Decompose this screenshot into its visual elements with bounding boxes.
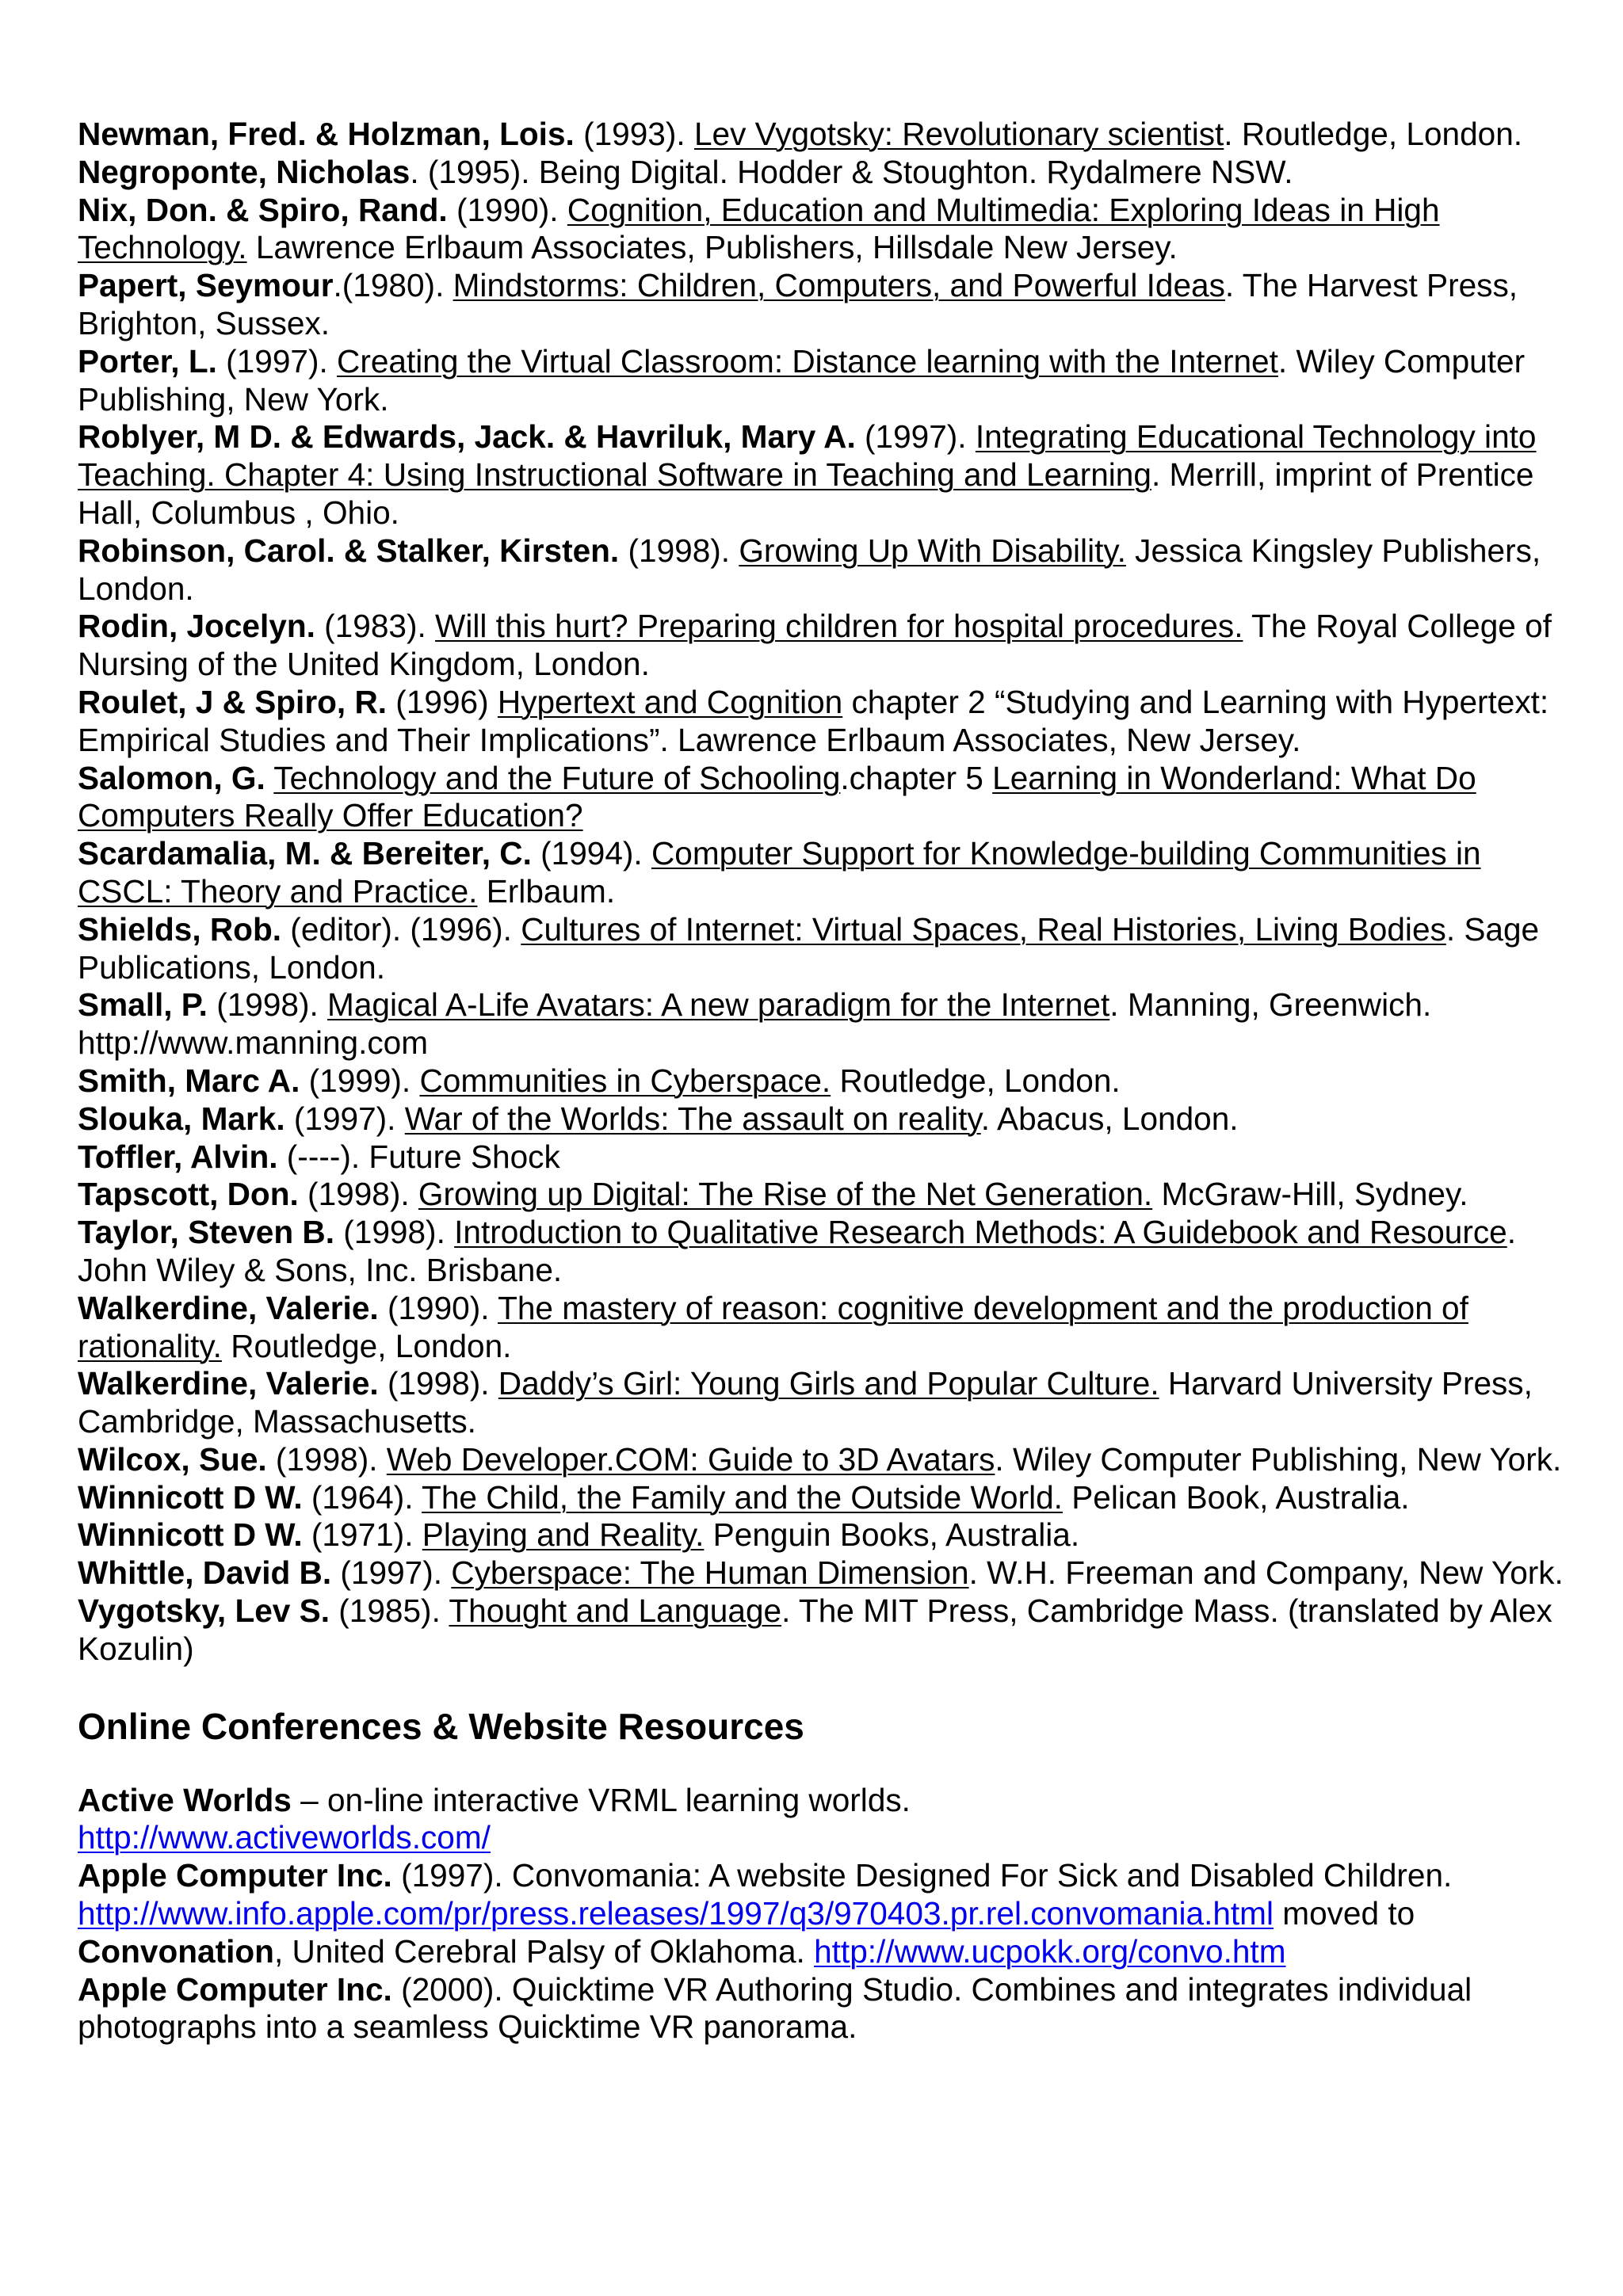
reference-title: Growing Up With Disability.: [739, 532, 1126, 569]
reference-year: .(1980).: [333, 267, 453, 304]
reference-publisher: . Manning, Greenwich. http://www.manning.com: [78, 986, 1432, 1062]
reference-entry: [78, 1290, 1568, 1366]
reference-entry: [78, 1100, 1568, 1138]
section-heading: Online Conferences & Website Resources: [78, 1705, 804, 1747]
reference-authors: Toffler, Alvin.: [78, 1138, 278, 1175]
reference-year: (1997).: [285, 1100, 405, 1137]
reference-title: Hypertext and Cognition: [497, 683, 843, 720]
reference-publisher: McGraw-Hill, Sydney.: [1152, 1176, 1468, 1213]
reference-publisher: Routledge, London.: [831, 1062, 1121, 1099]
reference-publisher: Lawrence Erlbaum Associates, Publishers, Hillsdale New Jersey.: [246, 229, 1178, 266]
reference-authors: Whittle, David B.: [78, 1554, 332, 1592]
reference-title: Playing and Reality.: [422, 1516, 705, 1554]
reference-title: Web Developer.COM: Guide to 3D Avatars: [386, 1440, 995, 1478]
reference-authors: Roulet, J & Spiro, R.: [78, 683, 388, 720]
reference-title: Introduction to Qualitative Research Methods: A Guidebook and Resource: [454, 1214, 1507, 1251]
reference-publisher: chapter 2 “Studying and Learning with Hypertext: Empirical Studies and Their Implications”. Lawrence Erlbaum Associates, New Jersey.: [78, 683, 1549, 758]
reference-authors: Smith, Marc A.: [78, 1062, 300, 1099]
reference-year: (1990).: [378, 1289, 498, 1326]
reference-year: (1998).: [334, 1214, 455, 1251]
reference-publisher: . John Wiley & Sons, Inc. Brisbane.: [78, 1214, 1517, 1288]
reference-entry: [78, 1441, 1568, 1479]
reference-entry: [78, 608, 1568, 684]
reference-entry: [78, 192, 1568, 268]
reference-year: (1998).: [378, 1365, 498, 1402]
reference-year: (1983).: [315, 608, 436, 645]
reference-title: Mindstorms: Children, Computers, and Powerful Ideas: [453, 267, 1225, 304]
reference-year: (1994).: [531, 835, 651, 872]
reference-authors: Papert, Seymour: [78, 267, 334, 304]
reference-title: The Child, the Family and the Outside World.: [422, 1478, 1063, 1516]
reference-publisher: Penguin Books, Australia.: [704, 1516, 1080, 1554]
resource-link[interactable]: http://www.info.apple.com/pr/press.releases/1997/q3/970403.pr.rel.convomania.html: [78, 1895, 1274, 1932]
reference-entry: [78, 267, 1568, 343]
online-entry-apple-1997: [78, 1857, 1568, 1970]
reference-entry: [78, 1062, 1568, 1100]
reference-entry: [78, 684, 1568, 760]
reference-year: (1985).: [330, 1592, 449, 1630]
reference-authors: Robinson, Carol. & Stalker, Kirsten.: [78, 532, 620, 569]
reference-title: Communities in Cyberspace.: [419, 1062, 831, 1099]
reference-title: Magical A-Life Avatars: A new paradigm for the Internet: [327, 986, 1110, 1024]
online-entry-apple-2000: [78, 1971, 1568, 2047]
reference-publisher: . The MIT Press, Cambridge Mass. (translated by Alex Kozulin): [78, 1592, 1552, 1667]
reference-publisher: . Merrill, imprint of Prentice Hall, Columbus , Ohio.: [78, 456, 1534, 531]
reference-publisher: Erlbaum.: [477, 872, 616, 910]
resource-description-2: , United Cerebral Palsy of Oklahoma.: [273, 1932, 815, 1970]
reference-entry: [78, 532, 1568, 608]
reference-entry: [78, 343, 1568, 419]
reference-year: (1998).: [619, 532, 739, 569]
reference-authors: Rodin, Jocelyn.: [78, 608, 315, 645]
reference-publisher: . The Harvest Press, Brighton, Sussex.: [78, 267, 1518, 341]
reference-title: Computer Support for Knowledge-building Communities in CSCL: Theory and Practice.: [78, 835, 1481, 910]
reference-entry: [78, 1479, 1568, 1517]
reference-publisher: Pelican Book, Australia.: [1062, 1478, 1410, 1516]
reference-title: War of the Worlds: The assault on reality: [404, 1100, 981, 1137]
reference-authors: Shields, Rob.: [78, 910, 282, 948]
reference-entry: [78, 116, 1568, 154]
reference-entry: [78, 1365, 1568, 1441]
reference-authors: Salomon, G.: [78, 759, 265, 796]
reference-authors: Newman, Fred. & Holzman, Lois.: [78, 116, 575, 152]
reference-year: (1990).: [447, 191, 567, 228]
reference-title: Lev Vygotsky: Revolutionary scientist: [693, 116, 1224, 152]
reference-authors: Scardamalia, M. & Bereiter, C.: [78, 835, 532, 872]
reference-authors: Walkerdine, Valerie.: [78, 1289, 379, 1326]
resource-name-2: Convonation: [78, 1932, 274, 1970]
reference-year: (1998).: [298, 1176, 418, 1213]
resource-description: – on-line interactive VRML learning worlds.: [291, 1781, 911, 1818]
reference-title: The mastery of reason: cognitive development and the production of rationality.: [78, 1289, 1468, 1364]
reference-publisher: Routledge, London.: [221, 1327, 512, 1364]
reference-title: Creating the Virtual Classroom: Distance learning with the Internet: [337, 342, 1278, 379]
moved-note: moved to: [1274, 1895, 1415, 1932]
reference-title: Cyberspace: The Human Dimension: [451, 1554, 969, 1592]
reference-authors: Winnicott D W.: [78, 1516, 303, 1554]
reference-publisher: Jessica Kingsley Publishers, London.: [78, 532, 1541, 607]
reference-list: [78, 116, 1568, 1669]
reference-publisher: . Wiley Computer Publishing, New York.: [995, 1440, 1562, 1478]
reference-entry: [78, 911, 1568, 987]
reference-title: Thought and Language: [449, 1592, 782, 1630]
reference-year: . (1995). Being Digital. Hodder & Stoughton. Rydalmere NSW.: [410, 153, 1293, 190]
reference-year: (1997).: [216, 342, 338, 379]
reference-entry: [78, 835, 1568, 911]
reference-entry: [78, 418, 1568, 532]
reference-authors: Small, P.: [78, 986, 208, 1024]
reference-publisher: . Abacus, London.: [980, 1100, 1239, 1137]
reference-authors: Roblyer, M D. & Edwards, Jack. & Havriluk, Mary A.: [78, 418, 856, 456]
reference-year: (1998).: [207, 986, 328, 1024]
reference-entry: [78, 1176, 1568, 1214]
reference-year: (1993).: [574, 116, 694, 152]
reference-year: (----). Future Shock: [277, 1138, 560, 1175]
reference-title: Technology and the Future of Schooling: [273, 759, 841, 796]
reference-year: (1999).: [300, 1062, 420, 1099]
reference-authors: Nix, Don. & Spiro, Rand.: [78, 191, 448, 228]
reference-authors: Vygotsky, Lev S.: [78, 1592, 330, 1630]
reference-publisher: The Royal College of Nursing of the United Kingdom, London.: [78, 608, 1552, 683]
reference-title: Cognition, Education and Multimedia: Exploring Ideas in High Technology.: [78, 191, 1440, 266]
reference-authors: Tapscott, Don.: [78, 1176, 299, 1213]
resource-name: Active Worlds: [78, 1781, 292, 1818]
resource-link-2[interactable]: http://www.ucpokk.org/convo.htm: [814, 1932, 1286, 1970]
reference-publisher: .chapter 5: [840, 759, 993, 796]
resource-name: Apple Computer Inc.: [78, 1970, 392, 2008]
reference-year: (1998).: [266, 1440, 387, 1478]
reference-authors: Porter, L.: [78, 342, 217, 379]
reference-title-2: Learning in Wonderland: What Do Computers Really Offer Education?: [78, 759, 1476, 834]
reference-entry: [78, 1592, 1568, 1669]
reference-entry: [78, 1554, 1568, 1592]
reference-year: (editor). (1996).: [281, 910, 521, 948]
reference-entry: [78, 1214, 1568, 1290]
reference-entry: [78, 154, 1568, 192]
reference-title: Integrating Educational Technology into Teaching. Chapter 4: Using Instructional Software in Teaching and Learning: [78, 418, 1537, 494]
reference-authors: Wilcox, Sue.: [78, 1440, 267, 1478]
document-page: [78, 116, 1568, 2046]
reference-entry: [78, 986, 1568, 1062]
reference-publisher: Harvard University Press, Cambridge, Massachusetts.: [78, 1365, 1533, 1440]
reference-authors: Negroponte, Nicholas: [78, 153, 411, 190]
resource-description: (1997). Convomania: A website Designed For Sick and Disabled Children.: [391, 1857, 1453, 1894]
online-entry-activeworlds: [78, 1782, 1568, 1858]
reference-title: Cultures of Internet: Virtual Spaces, Real Histories, Living Bodies: [521, 910, 1446, 948]
reference-title: Growing up Digital: The Rise of the Net Generation.: [418, 1176, 1153, 1213]
resource-link[interactable]: http://www.activeworlds.com/: [78, 1819, 491, 1856]
reference-entry: [78, 1516, 1568, 1554]
reference-entry: [78, 760, 1568, 836]
reference-publisher: . W.H. Freeman and Company, New York.: [968, 1554, 1564, 1592]
reference-authors: Winnicott D W.: [78, 1478, 303, 1516]
reference-publisher: . Routledge, London.: [1224, 116, 1523, 152]
online-resource-list: [78, 1782, 1568, 2047]
reference-year: (1964).: [302, 1478, 422, 1516]
resource-description: (2000). Quicktime VR Authoring Studio. Combines and integrates individual photographs into a seamless Quicktime VR panorama.: [78, 1970, 1472, 2046]
reference-year: (1997).: [855, 418, 976, 456]
reference-title: Daddy’s Girl: Young Girls and Popular Culture.: [498, 1365, 1159, 1402]
reference-authors: Taylor, Steven B.: [78, 1214, 334, 1251]
reference-year: (1971).: [302, 1516, 422, 1554]
reference-title: Will this hurt? Preparing children for hospital procedures.: [435, 608, 1243, 645]
reference-year: (1997).: [331, 1554, 452, 1592]
reference-entry: [78, 1138, 1568, 1177]
reference-authors: Walkerdine, Valerie.: [78, 1365, 379, 1402]
resource-name: Apple Computer Inc.: [78, 1857, 392, 1894]
reference-publisher: . Wiley Computer Publishing, New York.: [78, 342, 1526, 418]
reference-publisher: . Sage Publications, London.: [78, 910, 1540, 986]
reference-year: [265, 760, 274, 796]
reference-year: (1996): [387, 683, 498, 720]
reference-authors: Slouka, Mark.: [78, 1100, 285, 1137]
